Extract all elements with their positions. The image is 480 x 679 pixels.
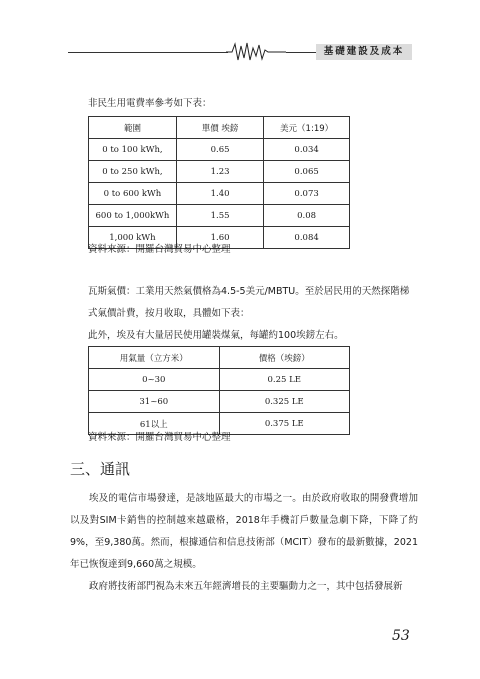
table-cell: 0.034	[264, 139, 350, 161]
running-header-title: 基礎建設及成本	[316, 44, 412, 60]
header-rule-right	[286, 52, 316, 53]
gas-text-line-3: 此外，埃及有大量居民使用罐裝煤氣，每罐約100埃鎊左右。	[88, 330, 344, 341]
section-title: 三、通訊	[70, 460, 131, 478]
table-cell: 0 to 600 kWh	[89, 183, 177, 205]
gas-price-table	[88, 346, 350, 435]
table-cell: 0.375 LE	[219, 413, 349, 435]
table-cell: 0.084	[264, 227, 350, 249]
gas-text-line-2: 式氣價計費，按月收取，具體如下表：	[88, 308, 250, 319]
table-cell: 1.55	[176, 205, 263, 227]
table-row	[89, 205, 350, 227]
header-rule-left	[68, 52, 228, 53]
table-row	[89, 391, 350, 413]
column-header: 美元（1:19）	[264, 117, 350, 139]
electricity-source-note: 資料來源：開羅台灣貿易中心整理	[88, 244, 231, 255]
section-body	[70, 488, 418, 598]
body-paragraph: 埃及的電信市場發達，是該地區最大的市場之一。由於政府收取的開發費增加以及對SIM卡銷售的控制越來越嚴格，2018年手機訂戶數量急劇下降，下降了約9%，至9,380萬。然而，根據通信和信息技術部（MCIT）發布的最新數據，2021年已恢復達到9,660萬之規模。	[70, 493, 418, 570]
table-cell: 0.065	[264, 161, 350, 183]
table-cell: 0.073	[264, 183, 350, 205]
column-header: 用氣量（立方米）	[89, 347, 220, 369]
table-cell: 1.60	[176, 227, 263, 249]
table-cell: 0.65	[176, 139, 263, 161]
electricity-intro: 非民生用電費率參考如下表：	[88, 98, 212, 109]
table-cell: 61以上	[89, 413, 220, 435]
gas-source-note: 資料來源：開羅台灣貿易中心整理	[88, 432, 231, 443]
table-cell: 600 to 1,000kWh	[89, 205, 177, 227]
table-cell: 0.08	[264, 205, 350, 227]
table-cell: 0 to 100 kWh,	[89, 139, 177, 161]
table-cell: 0 to 250 kWh,	[89, 161, 177, 183]
page-number: 53	[392, 628, 410, 644]
body-paragraph: 政府將技術部門視為未來五年經濟增長的主要驅動力之一，其中包括發展新	[89, 581, 403, 592]
table-cell: 0.325 LE	[219, 391, 349, 413]
table-cell: 0~30	[89, 369, 220, 391]
header-wave-icon	[226, 40, 286, 62]
electricity-rate-table	[88, 116, 350, 249]
column-header: 單價 埃鎊	[176, 117, 263, 139]
table-row	[89, 161, 350, 183]
table-cell: 1,000 kWh	[89, 227, 177, 249]
table-cell: 0.25 LE	[219, 369, 349, 391]
table-row	[89, 369, 350, 391]
table-row	[89, 183, 350, 205]
gas-text-line-1: 瓦斯氣價：工業用天然氣價格為4.5-5美元/MBTU。至於居民用的天然探階梯	[88, 286, 410, 297]
table-cell: 31~60	[89, 391, 220, 413]
column-header: 範圍	[89, 117, 177, 139]
table-cell: 1.40	[176, 183, 263, 205]
table-cell: 1.23	[176, 161, 263, 183]
table-row	[89, 139, 350, 161]
table-header-row	[89, 347, 350, 369]
table-header-row	[89, 117, 350, 139]
column-header: 價格（埃鎊）	[219, 347, 349, 369]
